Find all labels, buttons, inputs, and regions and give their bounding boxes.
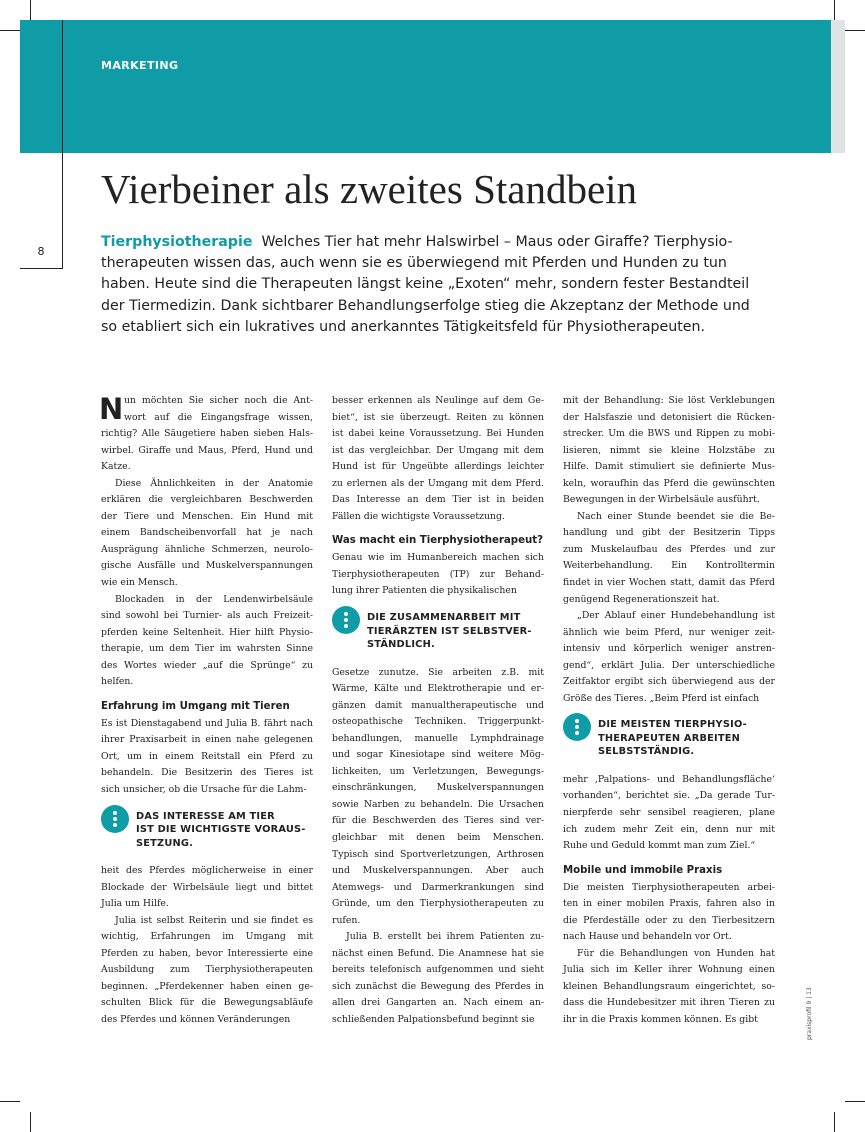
body-text-line: genügend Regenerationszeit hat. (563, 593, 720, 605)
body-column-1 (101, 393, 313, 1029)
body-text-line: wichtig, Erfahrungen im Umgang mit (101, 931, 313, 943)
body-text-line: Weiterbehandlung. Ein Kontrolltermin (563, 560, 775, 572)
page-number-rule (20, 268, 63, 269)
body-text-line: Für die Behandlungen von Hunden hat (577, 947, 775, 959)
section-subhead: Mobile und immobile Praxis (563, 864, 723, 876)
pull-quote-line: DIE MEISTEN TIERPHYSIO- (598, 719, 747, 731)
body-text-line: der Halsfaszie und detonisiert die Rücken- (563, 411, 775, 423)
body-text-line: Katze. (101, 461, 131, 473)
body-text-line: lichkeiten, um Verletzungen, Bewegungs- (332, 765, 544, 777)
body-text-line: Ausprägung ähnliche Schmerzen, neurolo- (101, 543, 313, 555)
body-text-line: nierpferde sehr sensibel reagieren, plane (563, 806, 775, 818)
body-text-line: Julia um Hilfe. (101, 898, 169, 910)
pull-quote (332, 611, 544, 652)
body-text-line: wirbel. Giraffe und Maus, Pferd, Hund und (101, 444, 313, 456)
header-banner-edge (831, 20, 845, 153)
body-column-3 (563, 393, 775, 1029)
body-text-line: therapie, um dem Tier im wahrsten Sinne (101, 643, 313, 655)
body-text-line: un möchten Sie sicher noch die Ant- (124, 395, 313, 406)
body-text-line: gend“, erklärt Julia. Der unterschiedliche (563, 659, 775, 671)
body-text-line: behandlungen, manuelle Lymphdrainage (332, 732, 544, 744)
info-dots-icon (101, 805, 129, 833)
body-text-line: ich zudem mehr Zeit ein, denn nur mit (563, 823, 775, 835)
body-text-line: ist das vergleichbar. Der Umgang mit dem (332, 444, 544, 456)
lead-text: Welches Tier hat mehr Halswirbel – Maus oder Giraffe? Tierphysio- (261, 234, 733, 250)
body-text-line: mehr ‚Palpations- und Behandlungsfläche‘ (563, 773, 775, 785)
body-text-line: Bewegungen in der Wirbelsäule ausführt. (563, 494, 760, 506)
body-text-line: helfen. (101, 676, 134, 688)
pull-quote (101, 810, 313, 851)
crop-mark (0, 30, 20, 31)
body-text-line: Tierphysiotherapeuten (TP) zur Behand- (332, 568, 544, 580)
body-text-line: Blockade der Wirbelsäule liegt und bittet (101, 881, 313, 893)
body-text-line: Nach einer Stunde beendet sie die Be- (577, 510, 775, 522)
body-text-line: Fällen die wichtigste Voraussetzung. (332, 510, 505, 522)
pull-quote-text (367, 611, 532, 652)
info-dots-icon (332, 606, 360, 634)
body-text-line: Pferden zu haben, bevor Interessierte eine (101, 947, 313, 959)
body-text-line: ihrer Praxisarbeit in einen nahe gelegenen (101, 734, 313, 746)
body-text-line: wie ein Mensch. (101, 577, 178, 589)
body-text-line: ähnlich wie beim Pferd, nur weniger zeit- (563, 626, 775, 638)
body-text-line: lung ihrer Patienten die physikalischen (332, 585, 517, 597)
body-text-line: Blockaden in der Lendenwirbelsäule (115, 593, 313, 605)
article-title: Vierbeiner als zweites Standbein (101, 166, 638, 212)
body-text-line: und Muskelverspannungen. Aber auch (332, 865, 544, 877)
body-text-line: dass die Hundebesitzer mit ihren Tieren zu (563, 997, 775, 1009)
body-text-line: Das Interesse an dem Tier ist in beiden (332, 494, 544, 506)
pull-quote-line: TIERÄRZTEN IST SELBSTVER- (367, 625, 532, 637)
body-text-line: gleichbar mit denen beim Menschen. (332, 831, 544, 843)
body-text-line: Atemwegs- und Darmerkrankungen sind (332, 881, 544, 893)
body-text-line: ist dabei keine Voraussetzung. Bei Hunden (332, 428, 544, 440)
body-text-line: einschränkungen, Muskelverspannungen (332, 782, 544, 794)
body-text-line: Hund ist für Ungeübte allerdings leichter (332, 461, 544, 473)
body-text-line: „Der Ablauf einer Hundebehandlung ist (577, 610, 775, 622)
body-text-line: sich zunächst die Bewegung des Pferdes in (332, 980, 544, 992)
body-text-line: und sogar Kinesiotape sind weitere Mög- (332, 749, 544, 761)
body-text-line: kleinen Behandlungsraum eingerichtet, so- (563, 980, 775, 992)
pull-quote-line: STÄNDLICH. (367, 639, 435, 651)
lead-line: therapeuten wissen das, auch wenn sie es überwiegend mit Pferden und Hunden zu tun (101, 255, 727, 272)
body-text-line: ten in einer mobilen Praxis, fahren also in (563, 898, 775, 910)
header-banner (20, 20, 831, 153)
pull-quote-line: DIE ZUSAMMENARBEIT MIT (367, 612, 521, 624)
body-text-line: richtig? Alle Säugetiere haben sieben Hals- (101, 428, 313, 440)
body-text-line: lisieren, nimmt sie kleine Holzstäbe zu (563, 444, 775, 456)
body-text-line: erklären die vergleichbaren Beschwerden (101, 494, 313, 506)
body-text-line: Ausbildung zum Tierphysiotherapeuten (101, 964, 313, 976)
section-label: MARKETING (101, 59, 179, 72)
crop-mark (834, 1112, 835, 1132)
body-text-line: nächst einen Befund. Die Anamnese hat sie (332, 947, 544, 959)
body-text-line: Ort, um in einem Reitstall ein Pferd zu (101, 750, 313, 762)
issue-note: praxisproﬁl 9 | 13 (806, 987, 813, 1040)
body-text-line: Hilfe. Damit stimuliert sie definierte Mus- (563, 461, 775, 473)
body-text-line: pferden keine Seltenheit. Hier hilft Physio- (101, 626, 313, 638)
body-text-line: Genau wie im Humanbereich machen sich (332, 552, 544, 564)
body-column-2 (332, 393, 544, 1029)
lead-kicker: Tierphysiotherapie (101, 234, 253, 250)
body-text-line: Gründe, um den Tierphysiotherapeuten zu (332, 898, 544, 910)
pull-quote-line: SETZUNG. (136, 837, 194, 849)
pull-quote-text (598, 718, 747, 759)
body-text-line: Julia sich im Keller ihrer Wohnung einen (563, 964, 775, 976)
lead-line: so etabliert sich ein lukratives und anerkanntes Tätigkeitsfeld für Physiotherapeuten. (101, 318, 706, 335)
body-text-line: Es ist Dienstagabend und Julia B. fährt nach (101, 717, 313, 729)
body-text-line: Ruhe und Geduld kommt man zum Ziel.“ (563, 840, 756, 852)
body-text-line: Größe des Tieres. „Beim Pferd ist einfach (563, 692, 760, 704)
body-text-line: intensiv und körperlich weniger anstren- (563, 643, 775, 655)
body-text-line: Julia B. erstellt bei ihrem Patienten zu- (346, 931, 544, 943)
body-text-line: Wärme, Kälte und Elektrotherapie und er- (332, 683, 544, 695)
body-text-line: beginnen. „Pferdekenner haben einen ge- (101, 980, 313, 992)
body-text-line: bereits telefonisch aufgenommen und sieht (332, 964, 544, 976)
body-text-line: ihr in die Praxis kommen können. Es gibt (563, 1014, 758, 1025)
lead-line: haben. Heute sind die Therapeuten längst keine „Exoten“ mehr, sondern fester Bestandteil (101, 276, 750, 293)
body-text-line: gische Ausfälle und Muskelverspannungen (101, 560, 313, 572)
crop-mark (30, 0, 31, 20)
body-text-line: einem Bandscheibenvorfall hat je nach (101, 527, 313, 539)
body-text-line: rufen. (332, 914, 361, 926)
body-text-line: nach Hause und behandeln vor Ort. (563, 931, 732, 943)
pull-quote (563, 718, 775, 759)
pull-quote-line: THERAPEUTEN ARBEITEN (598, 732, 741, 744)
body-text-line: sowie Narben zu behandeln. Die Ursachen (332, 798, 544, 810)
body-text-line: Julia ist selbst Reiterin und sie findet es (115, 914, 313, 926)
body-text-line: Zeitfaktor ergibt sich überwiegend aus der (563, 676, 775, 688)
body-text-line: keln, woraufhin das Pferd die gewünschten (563, 477, 775, 489)
pull-quote-text (136, 810, 306, 851)
body-text-line: mit der Behandlung: Sie löst Verklebungen (563, 395, 775, 406)
lead-line: der Tiermedizin. Dank sichtbarer Behandlungserfolge stieg die Akzeptanz der Methode und (101, 297, 750, 314)
body-text-line: gänzen damit manualtherapeutische und (332, 699, 544, 711)
article-lead (101, 232, 750, 338)
body-text-line: besser erkennen als Neulinge auf dem Ge- (332, 395, 544, 406)
body-text-line: die Pferdeställe oder zu den Tierbesitzern (563, 914, 775, 926)
body-text-line: der Tiere und Menschen. Ein Hund mit (101, 510, 313, 522)
body-text-line: schulten Blick für die Bewegungsabläufe (101, 997, 313, 1009)
body-text-line: Die meisten Tierphysiotherapeuten arbei- (563, 881, 775, 893)
crop-mark (845, 1101, 865, 1102)
crop-mark (0, 1101, 20, 1102)
body-text-line: handlung und gibt der Besitzerin Tipps (563, 527, 775, 539)
info-dots-icon (563, 713, 591, 741)
pull-quote-line: IST DIE WICHTIGSTE VORAUS- (136, 824, 306, 836)
pull-quote-line: SELBSTSTÄNDIG. (598, 746, 695, 758)
body-text-line: sich unsicher, ob die Ursache für die Lahm- (101, 784, 307, 796)
body-text-line: zum Muskelaufbau des Pferdes und zur (563, 543, 775, 555)
body-text-line: Typisch sind Sportverletzungen, Arthrosen (332, 848, 544, 860)
body-text-line: heit des Pferdes möglicherweise in einer (101, 865, 313, 877)
body-text-line: schließenden Palpationsbefund beginnt sie (332, 1014, 535, 1025)
body-text-line: biet“, ist sie überzeugt. Reiten zu können (332, 411, 544, 423)
body-text-line: findet in vier Wochen statt, damit das Pferd (563, 577, 775, 589)
body-text-line: osteopathische Techniken. Triggerpunkt- (332, 716, 544, 728)
body-text-line: des Wortes wieder „auf die Sprünge“ zu (101, 659, 313, 671)
section-subhead: Erfahrung im Umgang mit Tieren (101, 700, 290, 712)
page-number: 8 (37, 245, 45, 258)
body-text-line: Diese Ähnlichkeiten in der Anatomie (115, 477, 313, 489)
drop-cap: N (99, 392, 124, 426)
body-text-line: wort auf die Eingangsfrage wissen, (124, 411, 313, 423)
body-text-line: allen drei Gangarten an. Nach einem an- (332, 997, 544, 1009)
body-text-line: behandeln. Die Besitzerin des Tieres ist (101, 767, 313, 779)
body-text-line: Gesetze zunutze. Sie arbeiten z.B. mit (332, 666, 544, 678)
crop-mark (30, 1112, 31, 1132)
lead-line (101, 232, 733, 253)
crop-mark (834, 0, 835, 20)
body-text-line: des Pferdes und können Veränderungen (101, 1014, 291, 1025)
body-text-line: für die Beschwerden des Tieres sind ver- (332, 815, 544, 827)
pull-quote-line: DAS INTERESSE AM TIER (136, 810, 275, 822)
section-subhead: Was macht ein Tierphysiotherapeut? (332, 535, 544, 547)
body-text-line: strecker. Um die BWS und Rippen zu mobi- (563, 428, 775, 440)
body-text-line: vorhanden“, berichtet sie. „Da gerade Tur- (563, 790, 775, 802)
page-number-rule (62, 20, 63, 268)
crop-mark (845, 30, 865, 31)
body-text-line: sind sowohl bei Turnier- als auch Freizeit- (101, 610, 313, 622)
body-text-line: zu erlernen als der Umgang mit dem Pferd. (332, 477, 544, 489)
